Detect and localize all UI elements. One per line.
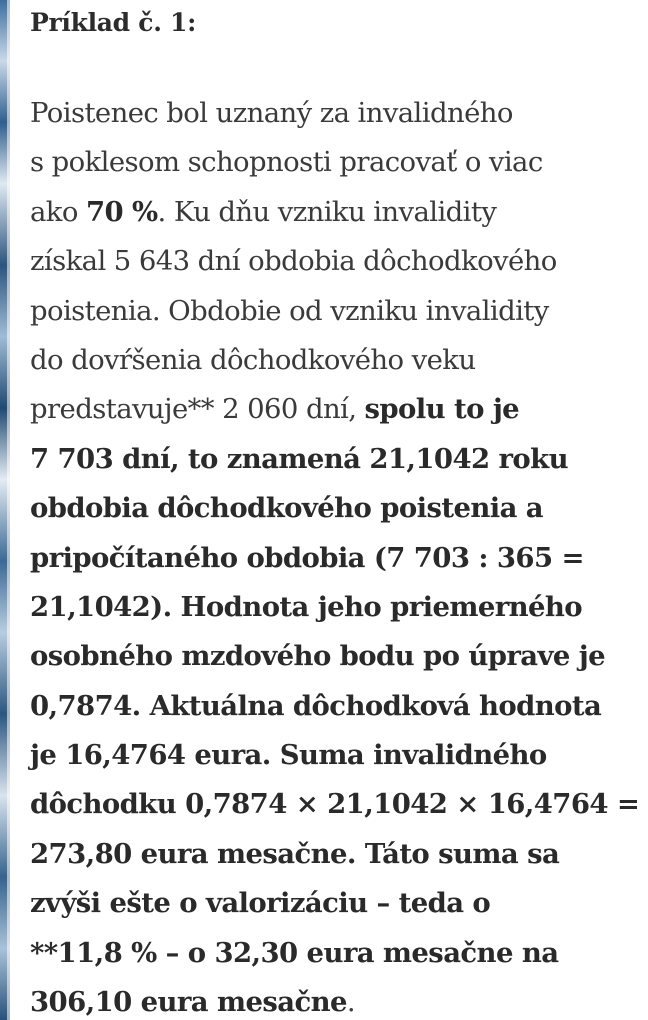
- text-run: s poklesom schopnosti pracovať o viac: [30, 146, 543, 179]
- paragraph-line: [30, 138, 636, 187]
- paragraph-line: [30, 287, 636, 336]
- bold-text-run: 306,10 eura mesačne: [30, 986, 347, 1019]
- text-run: .: [346, 986, 356, 1019]
- paragraph-line: [30, 978, 636, 1020]
- text-run: . Ku dňu vzniku invalidity: [157, 195, 497, 228]
- bold-text-run: **11,8 % – o 32,30 eura mesačne na: [30, 936, 559, 969]
- bold-text-run: zvýši ešte o valorizáciu – teda o: [30, 887, 491, 920]
- paragraph-line: [30, 89, 636, 138]
- example-block: [30, 0, 640, 1020]
- example-title: Príklad č. 1:: [30, 8, 197, 37]
- text-run: získal 5 643 dní obdobia dôchodkového: [30, 245, 557, 278]
- bold-text-run: 0,7874. Aktuálna dôchodková hodnota: [30, 689, 602, 722]
- paragraph-line: [30, 780, 640, 829]
- text-run: poistenia. Obdobie od vzniku invalidity: [30, 294, 549, 327]
- paragraph-line: [30, 682, 636, 731]
- text-run: do dovŕšenia dôchodkového veku: [30, 343, 476, 376]
- bold-text-run: pripočítaného obdobia (7 703 : 365 =: [30, 541, 584, 574]
- paragraph-line: [30, 188, 636, 237]
- text-run: predstavuje** 2 060 dní,: [30, 393, 365, 426]
- example-paragraph: [30, 89, 640, 1020]
- bold-text-run: 7 703 dní, to znamená 21,1042 roku: [30, 442, 568, 475]
- bold-text-run: dôchodku 0,7874 × 21,1042 × 16,4764 =: [30, 788, 640, 821]
- bold-text-run: osobného mzdového bodu po úprave je: [30, 640, 606, 673]
- paragraph-line: [30, 731, 636, 780]
- paragraph-line: [30, 237, 636, 286]
- paragraph-line: [30, 336, 636, 385]
- paragraph-line: [30, 830, 636, 879]
- text-run: Poistenec bol uznaný za invalidného: [30, 97, 513, 129]
- paragraph-line: [30, 534, 636, 583]
- bold-text-run: spolu to je: [364, 393, 520, 426]
- paragraph-line: [30, 929, 636, 978]
- paragraph-line: [30, 879, 636, 928]
- paragraph-line: [30, 385, 636, 434]
- bold-text-run: 273,80 eura mesačne. Táto suma sa: [30, 837, 560, 870]
- paragraph-line: [30, 583, 636, 632]
- text-run: ako: [30, 195, 86, 228]
- paragraph-line: [30, 632, 636, 681]
- background-photo-edge: [0, 0, 10, 1020]
- paragraph-line: [30, 484, 636, 533]
- bold-text-run: 70 %: [85, 195, 158, 228]
- bold-text-run: obdobia dôchodkového poistenia a: [30, 492, 544, 525]
- bold-text-run: je 16,4764 eura. Suma invalidného: [30, 739, 547, 772]
- bold-text-run: 21,1042). Hodnota jeho priemerného: [30, 590, 583, 623]
- paragraph-line: [30, 435, 636, 484]
